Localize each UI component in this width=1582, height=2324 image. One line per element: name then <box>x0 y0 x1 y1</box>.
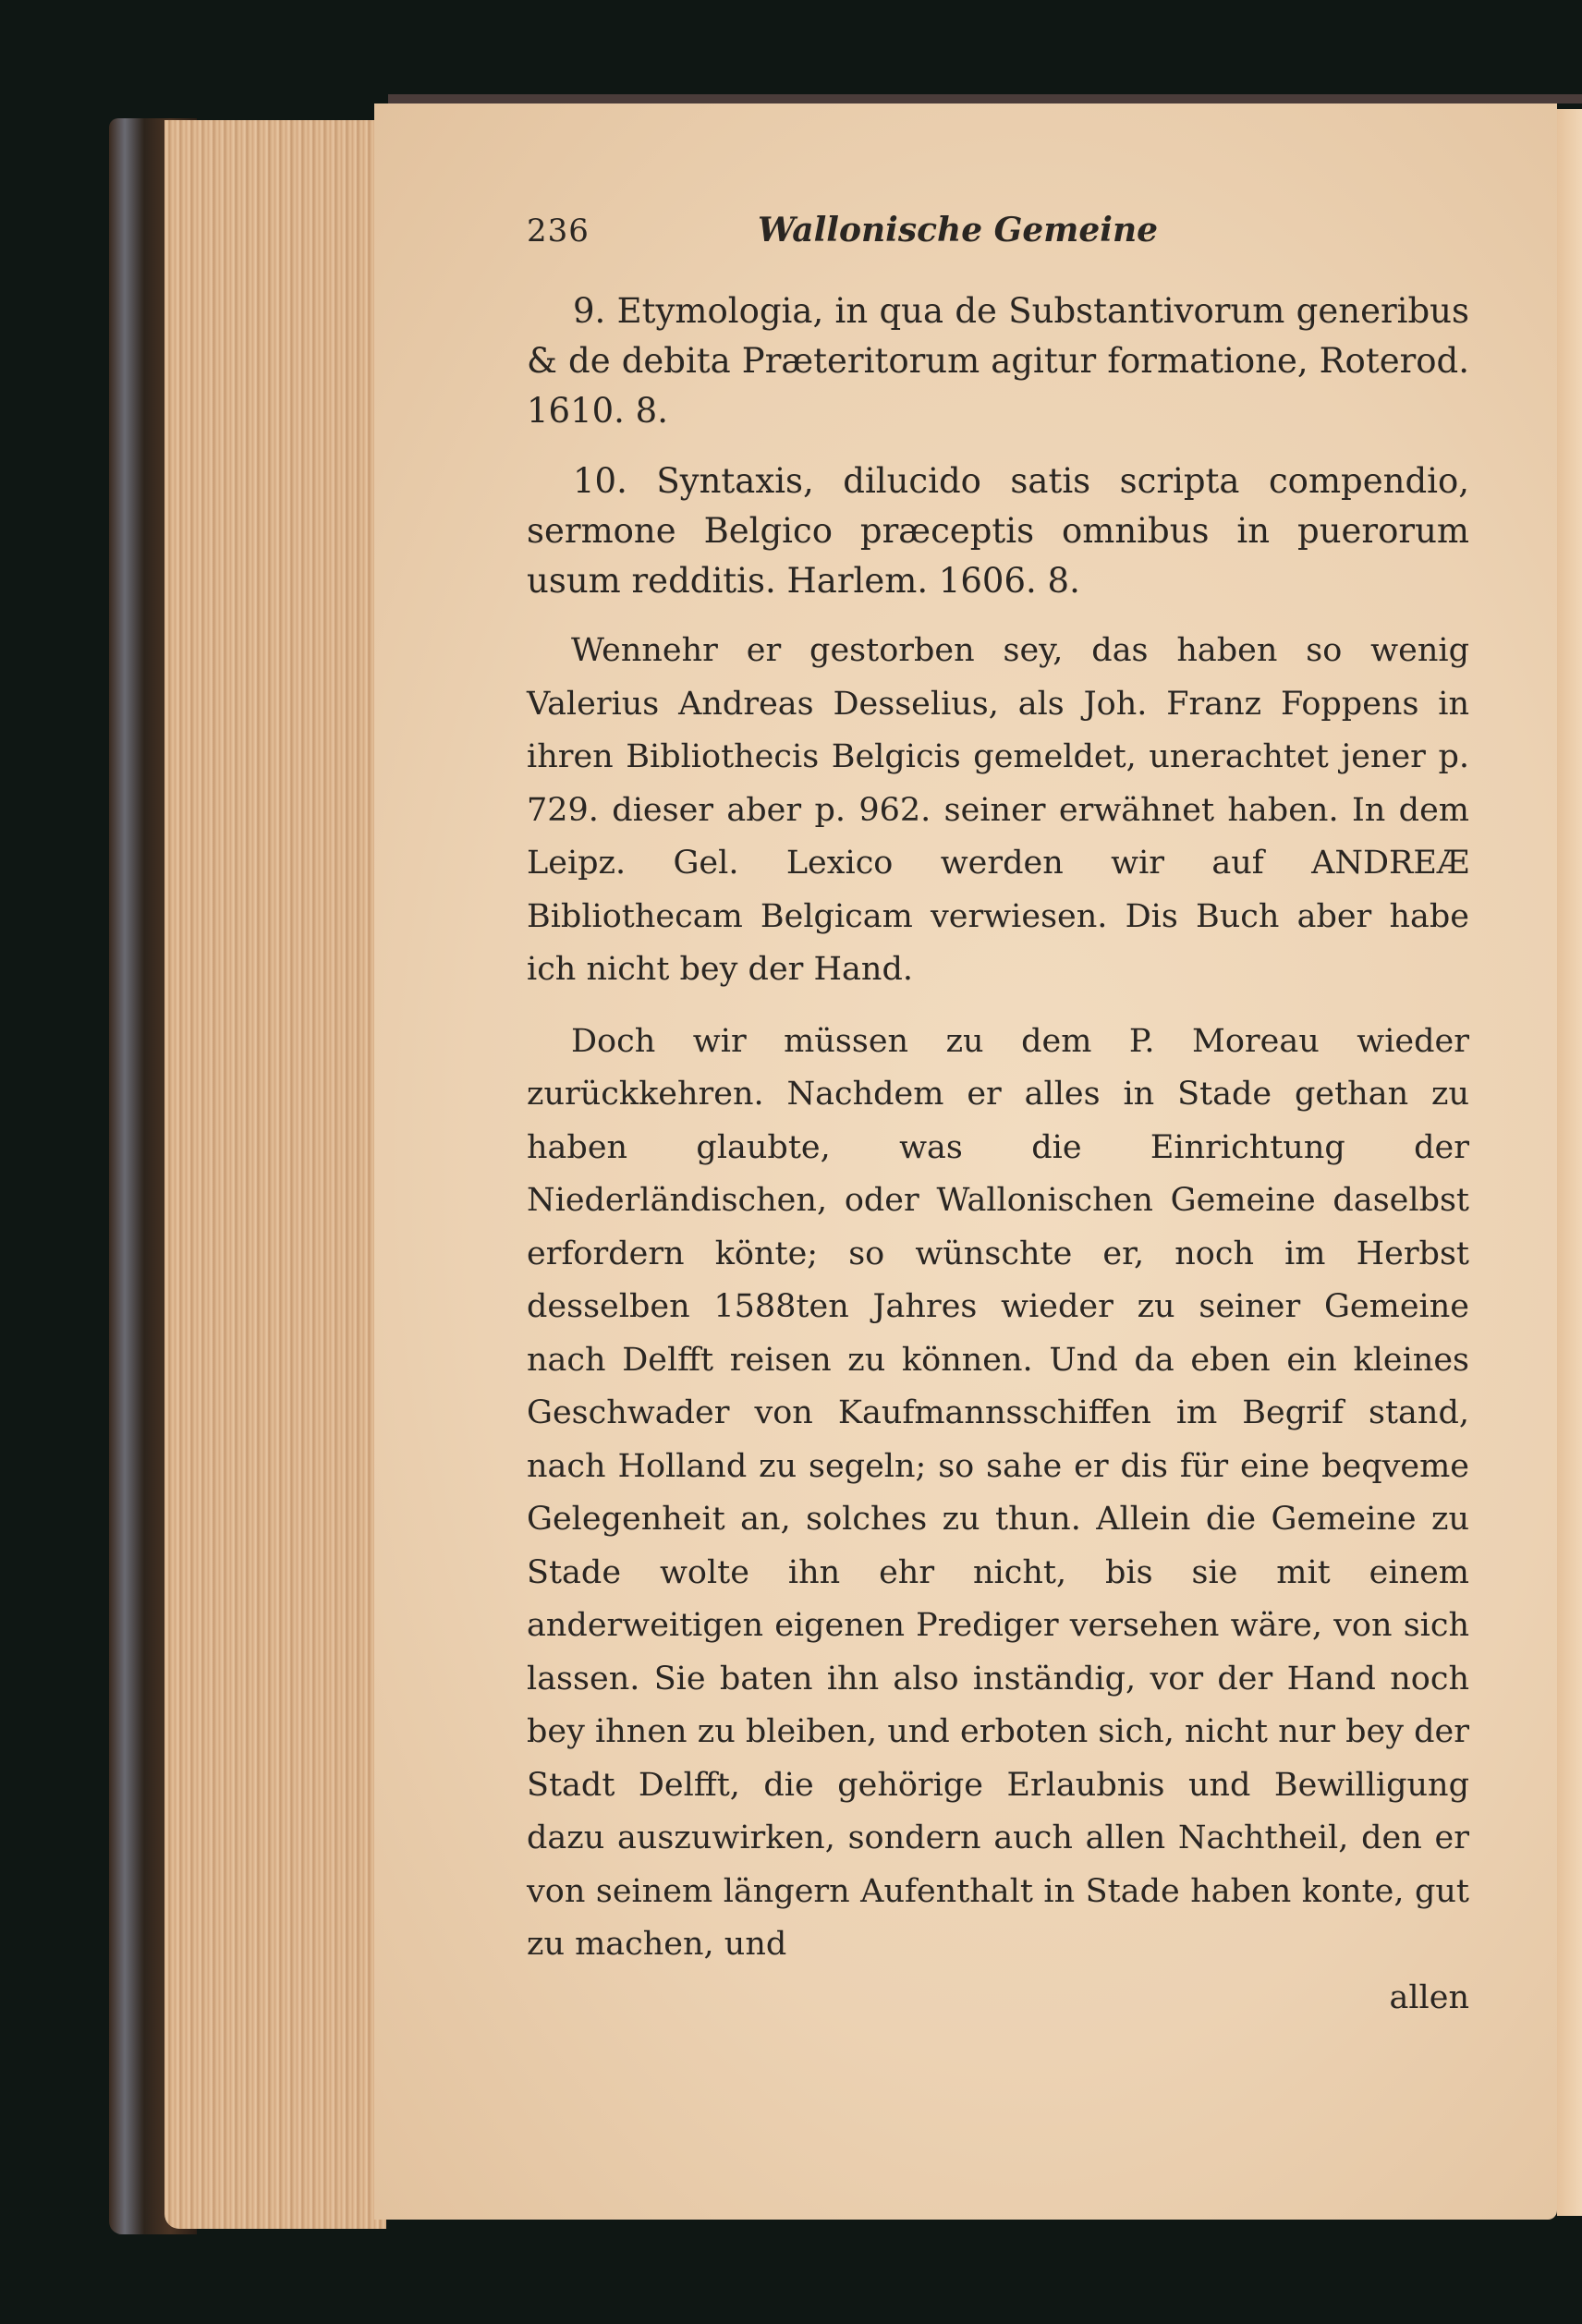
adjacent-page-edge <box>1557 109 1582 2216</box>
entry-text: Syntaxis, dilucido satis scripta compendio, sermone Belgico præceptis omnibus in puerorum usum redditis. Harlem. 1606. 8. <box>527 461 1469 601</box>
page-fore-edges <box>164 120 386 2229</box>
paragraph-text: Doch wir müssen zu dem P. Moreau wieder zurückkehren. Nachdem er alles in Stade gethan zu haben glaubte, was die Einrichtung der Niederländischen, oder Wallonischen Gemeine daselbst erfordern könte; so wünschte er, noch im Herbst desselben 1588ten Jahres wieder zu seiner Gemeine nach Delfft reisen zu können. Und da eben ein kleines Geschwader von Kaufmannsschiffen im Begrif stand, nach Holland zu segeln; so sahe er dis für eine beqveme Gelegenheit an, solches zu thun. Allein die Gemeine zu Stade wolte ihn ehr nicht, bis sie mit einem anderweitigen eigenen Prediger versehen wäre, von sich lassen. Sie baten ihn also inständig, vor der Hand noch bey ihnen zu bleiben, und erboten sich, nicht nur bey der Stadt Delfft, die gehörige Erlaubnis und Bewilligung dazu auszuwirken, sondern auch allen Nachtheil, den er von seinem längern Aufenthalt in Stade haben konte, gut zu machen, und <box>527 1022 1469 1963</box>
entry-number: 10. <box>573 461 627 501</box>
paragraph <box>527 625 1469 997</box>
catchword: allen <box>1389 1978 1469 2016</box>
running-head: Wallonische Gemeine <box>758 211 1159 249</box>
page-header <box>527 211 1469 266</box>
paragraph-text: Wennehr er gestorben sey, das haben so wenig Valerius Andreas Desselius, als Joh. Franz Foppens in ihren Bibliothecis Belgicis gemeldet, unerachtet jener p. 729. dieser aber p. 962. seiner erwähnet haben. In dem Leipz. Gel. Lexico werden wir auf ANDREÆ Bibliothecam Belgicam verwiesen. Dis Buch aber habe ich nicht bey der Hand. <box>527 632 1469 988</box>
page-text-block <box>527 211 1469 2025</box>
page-number: 236 <box>527 213 590 249</box>
book-top-edge <box>388 94 1582 103</box>
entry-number: 9. <box>573 291 606 331</box>
bibliography-entry <box>527 456 1469 606</box>
paragraph <box>527 1016 1469 1972</box>
bibliography-entry <box>527 286 1469 436</box>
entry-text: Etymologia, in qua de Substantivorum generibus & de debita Præteritorum agitur formatione, Roterod. 1610. 8. <box>527 291 1469 431</box>
